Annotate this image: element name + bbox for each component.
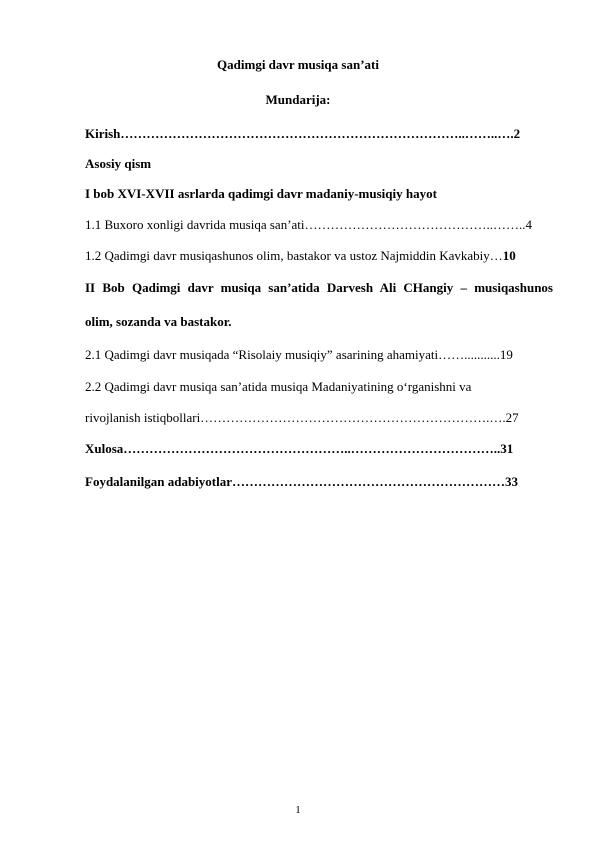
toc-chapter-2-line-1: II Bob Qadimgi davr musiqa san’atida Darvesh Ali CHangiy – musiqashunos — [85, 280, 553, 295]
toc-section-1-2-page: 10 — [502, 248, 516, 263]
toc-section-1-2 — [85, 248, 553, 264]
toc-section-1-1: 1.1 Buxoro xonligi davrida musiqa san’ati……………………………………..……..4 — [85, 217, 533, 232]
toc-section-2-2-line-2: rivojlanish istiqbollari………………………………………………………….….27 — [85, 410, 519, 425]
document-subtitle: Mundarija: — [265, 92, 331, 107]
page-number: 1 — [295, 804, 301, 816]
toc-intro: Kirish……………………………………………………………………..……..….2 — [85, 126, 521, 141]
toc-section-2-2-line-1: 2.2 Qadimgi davr musiqa san’atida musiqa Madaniyatining o‘rganishni va — [85, 379, 472, 394]
toc-references: Foydalanilgan adabiyotlar………………………………………………………33 — [85, 474, 518, 489]
document-title: Qadimgi davr musiqa san’ati — [217, 57, 379, 72]
toc-chapter-2-line-2: olim, sozanda va bastakor. — [85, 314, 232, 329]
toc-chapter-1: I bob XVI-XVII asrlarda qadimgi davr madaniy-musiqiy hayot — [85, 186, 437, 201]
toc-conclusion: Xulosa……………………………………………..……………………………..31 — [85, 441, 514, 456]
toc-main-part: Asosiy qism — [85, 156, 152, 171]
toc-section-2-1: 2.1 Qadimgi davr musiqada “Risolaiy musiqiy” asarining ahamiyati……...........19 — [85, 347, 513, 362]
toc-section-1-2-text: 1.2 Qadimgi davr musiqashunos olim, bastakor va ustoz Najmiddin Kavkabiy… — [85, 248, 503, 263]
